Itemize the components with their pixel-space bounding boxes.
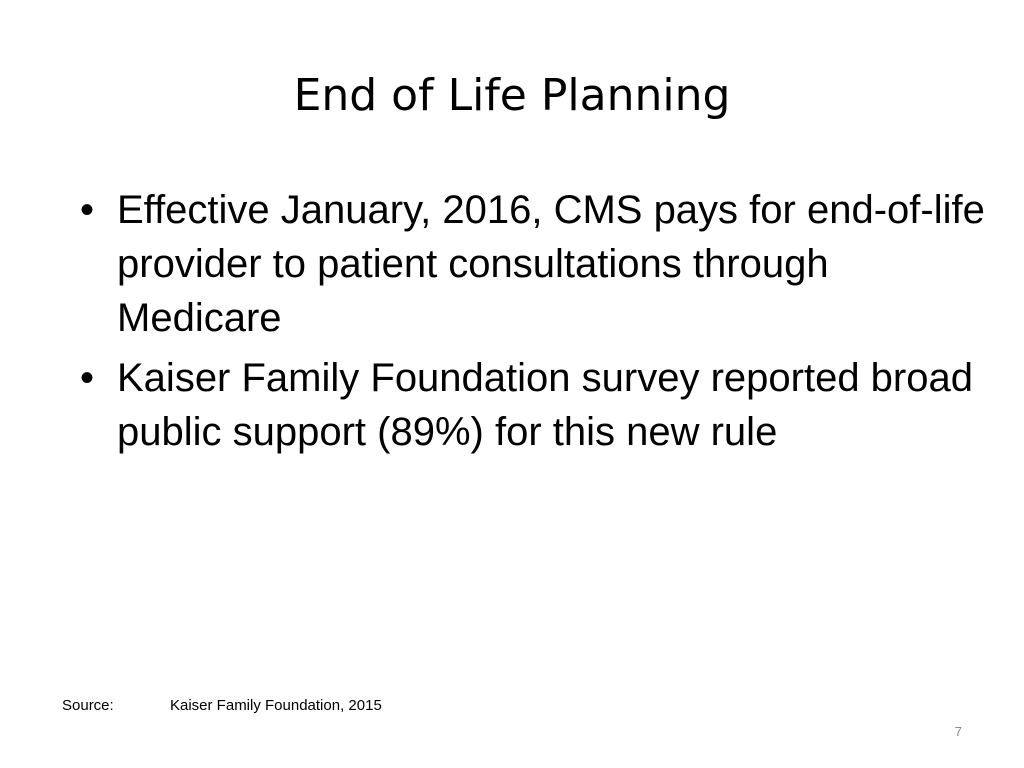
bullet-item xyxy=(80,351,990,459)
bullet-marker: • xyxy=(80,188,95,232)
source-text: Kaiser Family Foundation, 2015 xyxy=(170,697,382,714)
slide-number: 7 xyxy=(954,724,962,739)
bullet-item xyxy=(80,183,990,345)
source-label: Source: xyxy=(62,697,114,714)
source-citation xyxy=(62,696,382,716)
slide-title: End of Life Planning xyxy=(293,70,731,121)
bullet-list xyxy=(80,183,990,465)
bullet-text: Kaiser Family Foundation survey reported broad public support (89%) for this new rule xyxy=(117,356,973,454)
bullet-text: Effective January, 2016, CMS pays for end-of-life provider to patient consultations through Medicare xyxy=(117,188,985,340)
bullet-marker: • xyxy=(80,356,95,400)
